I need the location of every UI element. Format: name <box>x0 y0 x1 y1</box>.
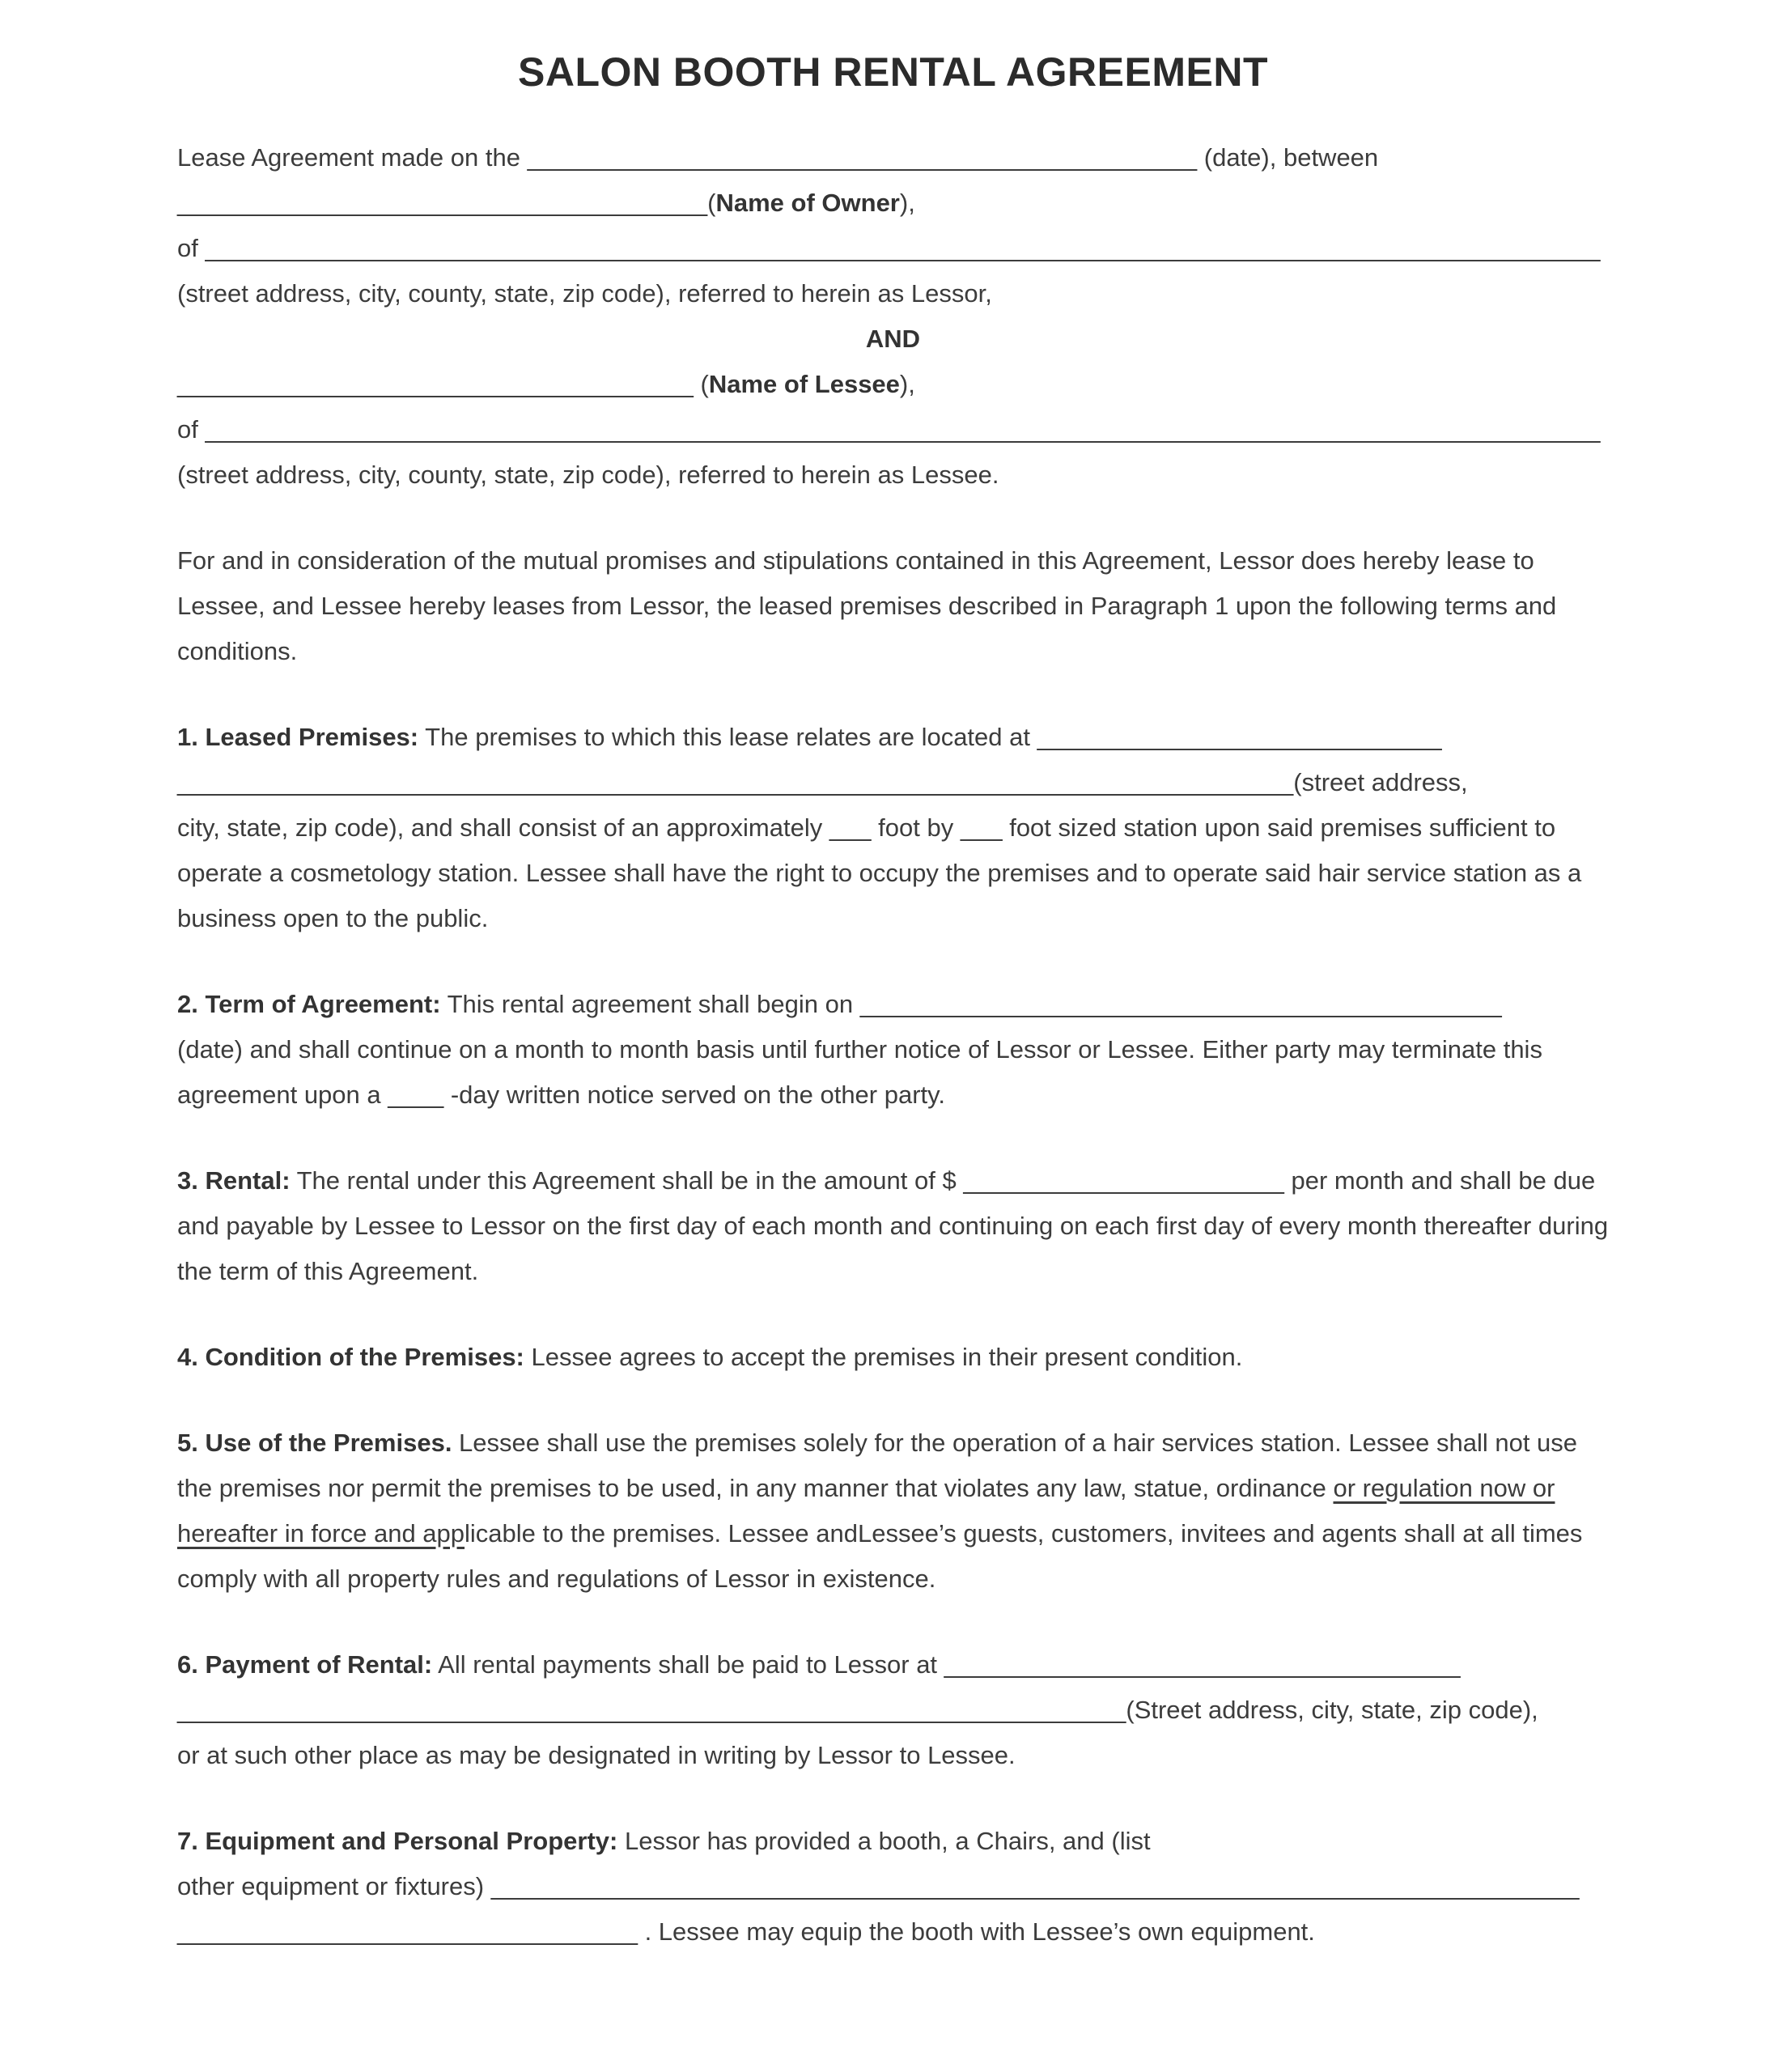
section-2-heading: 2. Term of Agreement: <box>177 989 441 1018</box>
section-3-heading: 3. Rental: <box>177 1166 291 1195</box>
lessor-address-caption: (street address, city, county, state, zip code), referred to herein as Lessor, <box>177 278 992 308</box>
owner-name-blank-field[interactable]: ______________________________________ <box>177 188 708 217</box>
lessee-of-label: of <box>177 414 206 444</box>
section-2-continue-text: (date) and shall continue on a month to month basis until further notice of Lessor or Lessee. Either party may terminate this agreement upon a <box>177 1034 1542 1109</box>
section-6-post-text: or at such other place as may be designated in writing by Lessor to Lessee. <box>177 1740 1016 1769</box>
section-1-foot-by-text: foot by <box>871 813 961 842</box>
section-1-rest-text: foot sized station upon said premises sufficient to operate a cosmetology station. Lessee shall have the right to occupy the premises and to operate said hair service station as a business open to the public. <box>177 813 1582 932</box>
payment-address-blank-field-1[interactable]: _____________________________________ <box>944 1650 1461 1679</box>
section-7-line2-text: other equipment or fixtures) <box>177 1871 491 1900</box>
and-label: AND <box>865 324 921 353</box>
consideration-paragraph: For and in consideration of the mutual promises and stipulations contained in this Agreement, Lessor does hereby lease to Lessee, and Lessee hereby leases from Lessor, the leased premises described in Paragraph 1 upon the following terms and conditions. <box>177 546 1557 665</box>
lessee-name-label: Name of Lessee <box>708 369 900 398</box>
lessee-paren-open: ( <box>693 369 709 398</box>
equipment-list-blank-field-1[interactable]: ______________________________________________________________________________ <box>490 1871 1580 1900</box>
intro-lease-made-text: Lease Agreement made on the <box>177 142 528 172</box>
document-title: SALON BOOTH RENTAL AGREEMENT <box>518 49 1268 95</box>
section-4-heading: 4. Condition of the Premises: <box>177 1342 524 1371</box>
section-4-text: Lessee agrees to accept the premises in their present condition. <box>524 1342 1243 1371</box>
section-5-underlined-text: or regulation now or hereafter in force and app <box>177 1473 1555 1548</box>
premises-address-caption: (street address, <box>1293 767 1468 796</box>
section-3-rest-text: per month and shall be due and payable by Lessee to Lessor on the first day of each month and continuing on each first day of every month thereafter during the term of this Agreement. <box>177 1166 1609 1285</box>
section-7-post-text: . Lessee may equip the booth with Lessee’s own equipment. <box>637 1917 1315 1946</box>
section-7-equipment-and-personal-property <box>177 1819 1609 1955</box>
section-6-heading: 6. Payment of Rental: <box>177 1650 433 1679</box>
agreement-date-blank-field[interactable]: ________________________________________________ <box>527 142 1198 172</box>
section-3-rental <box>177 1158 1609 1294</box>
section-5-pre-text: Lessee shall use the premises solely for the operation of a hair services station. Lessee shall not use the premises nor permit the premises to be used, in any manner that violates any law, statue, ordinance <box>177 1428 1578 1502</box>
notice-days-blank-field[interactable]: ____ <box>388 1080 444 1109</box>
lessee-name-blank-field[interactable]: _____________________________________ <box>177 369 694 398</box>
owner-paren-open: ( <box>707 188 716 217</box>
section-7-pre-text: Lessor has provided a booth, a Chairs, and (list <box>617 1826 1151 1855</box>
section-3-amount-text: The rental under this Agreement shall be in the amount of $ <box>290 1166 964 1195</box>
station-width-blank-field[interactable]: ___ <box>829 813 872 842</box>
equipment-list-blank-field-2[interactable]: _________________________________ <box>177 1917 638 1946</box>
station-length-blank-field[interactable]: ___ <box>960 813 1003 842</box>
section-5-use-of-premises <box>177 1420 1609 1602</box>
section-6-pre-text: All rental payments shall be paid to Lessor at <box>432 1650 944 1679</box>
section-4-condition-of-premises <box>177 1335 1609 1380</box>
rental-amount-blank-field[interactable]: _______________________ <box>963 1166 1284 1195</box>
section-5-heading: 5. Use of the Premises. <box>177 1428 452 1457</box>
section-1-consist-text: city, state, zip code), and shall consist of an approximately <box>177 813 829 842</box>
payment-address-caption: (Street address, city, state, zip code), <box>1126 1695 1538 1724</box>
intro-paragraph <box>177 135 1609 498</box>
term-start-date-blank-field[interactable]: ______________________________________________ <box>859 989 1502 1018</box>
owner-of-label: of <box>177 233 206 262</box>
section-1-located-text: The premises to which this lease relates are located at <box>418 722 1037 751</box>
section-2-begin-text: This rental agreement shall begin on <box>440 989 860 1018</box>
owner-paren-close: ), <box>899 188 915 217</box>
lessee-address-blank-field[interactable]: ____________________________________________________________________________________________________ <box>205 414 1601 444</box>
payment-address-blank-field-2[interactable]: ____________________________________________________________________ <box>177 1695 1126 1724</box>
intro-date-between-text: (date), between <box>1197 142 1379 172</box>
and-separator <box>177 316 1609 362</box>
owner-name-label: Name of Owner <box>715 188 900 217</box>
section-2-notice-text: -day written notice served on the other party. <box>443 1080 945 1109</box>
section-7-heading: 7. Equipment and Personal Property: <box>177 1826 618 1855</box>
section-2-term-of-agreement <box>177 982 1609 1118</box>
section-6-payment-of-rental <box>177 1642 1609 1778</box>
lessee-address-caption: (street address, city, county, state, zip code), referred to herein as Lessee. <box>177 460 999 489</box>
lessee-paren-close: ), <box>899 369 915 398</box>
section-1-leased-premises <box>177 715 1609 941</box>
section-1-heading: 1. Leased Premises: <box>177 722 419 751</box>
owner-address-blank-field[interactable]: ____________________________________________________________________________________________________ <box>205 233 1601 262</box>
section-5-post-text: licable to the premises. Lessee andLessee’s guests, customers, invitees and agents shall at all times comply with all property rules and regulations of Lessor in existence. <box>177 1518 1583 1593</box>
premises-address-blank-field-1[interactable]: _____________________________ <box>1037 722 1442 751</box>
premises-address-blank-field-2[interactable]: ________________________________________________________________________________ <box>177 767 1294 796</box>
